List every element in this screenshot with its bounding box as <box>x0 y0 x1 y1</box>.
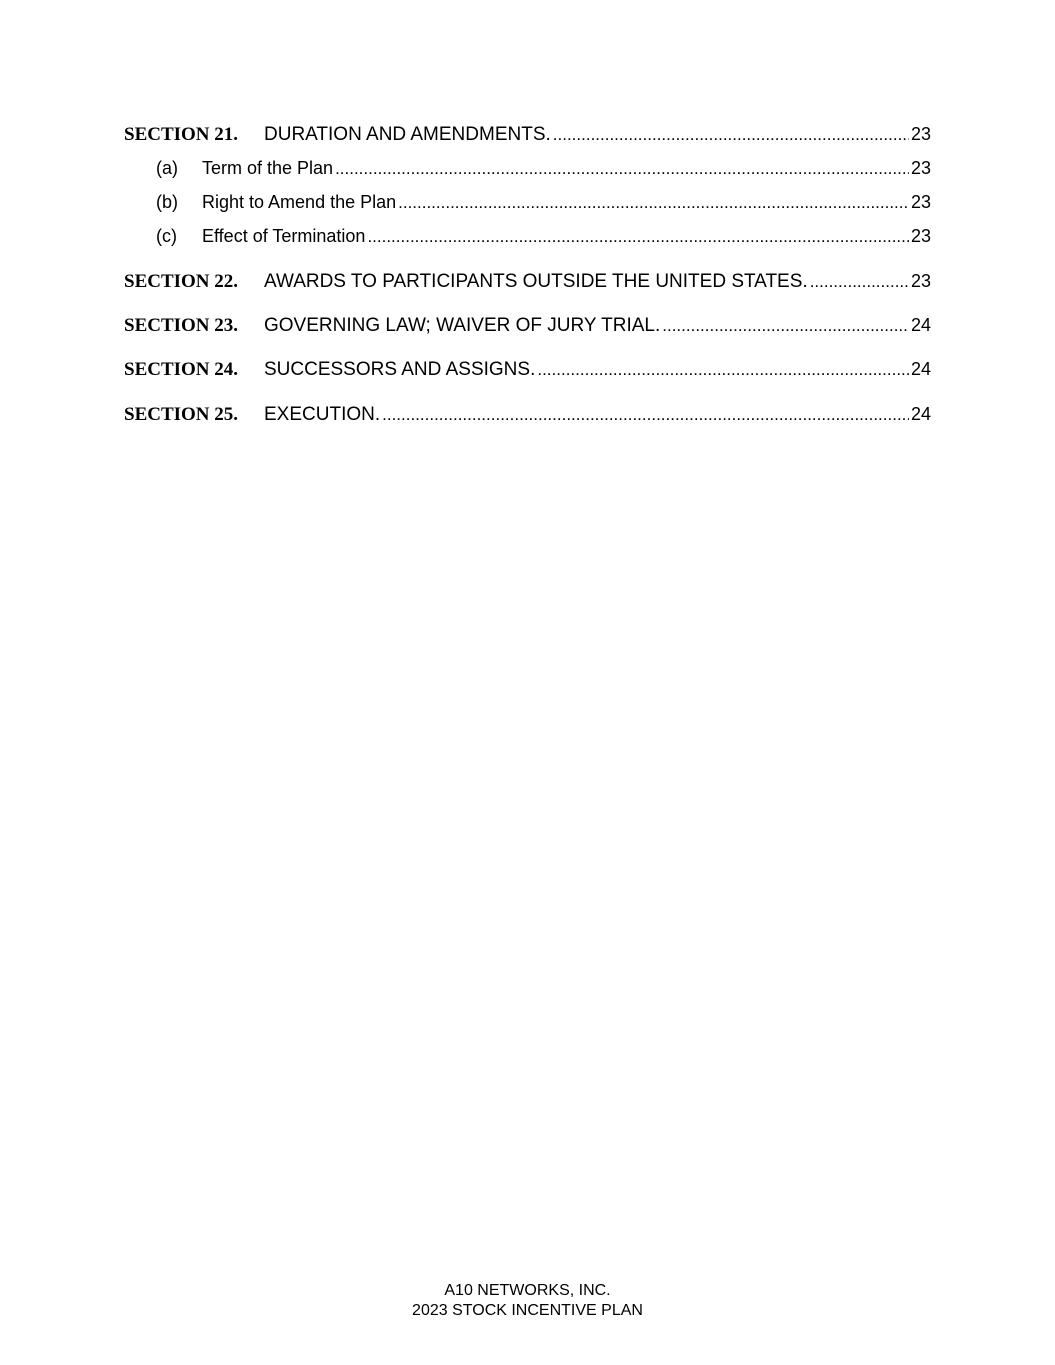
section-number: SECTION 23. <box>124 315 239 336</box>
subsection-title: Term of the Plan <box>202 158 334 178</box>
dot-leader <box>537 360 909 380</box>
page-number: 24 <box>910 315 931 335</box>
page-footer <box>0 1281 1055 1321</box>
page-number: 24 <box>910 404 931 424</box>
subsection-letter: (b) <box>156 192 178 212</box>
page-number: 23 <box>910 192 931 212</box>
page-number: 23 <box>910 226 931 246</box>
page-number: 23 <box>910 271 931 291</box>
dot-leader <box>553 125 909 145</box>
dot-leader <box>382 405 909 425</box>
dot-leader <box>335 159 909 179</box>
subsection-title: Effect of Termination <box>202 226 366 246</box>
toc-entry-section-21[interactable] <box>124 124 931 150</box>
page-number: 24 <box>910 359 931 379</box>
page-number: 23 <box>910 124 931 144</box>
dot-leader <box>398 193 909 213</box>
dot-leader <box>662 316 909 336</box>
footer-company-name: A10 NETWORKS, INC. <box>444 1282 611 1299</box>
section-title: AWARDS TO PARTICIPANTS OUTSIDE THE UNITED STATES. <box>264 271 808 292</box>
section-number: SECTION 25. <box>124 404 239 425</box>
subsection-letter: (a) <box>156 158 178 178</box>
footer-plan-name: 2023 STOCK INCENTIVE PLAN <box>412 1302 643 1319</box>
toc-entry-section-23[interactable] <box>124 315 931 341</box>
section-number: SECTION 24. <box>124 359 239 380</box>
toc-entry-section-24[interactable] <box>124 359 931 385</box>
toc-subentry-21c[interactable] <box>124 226 931 252</box>
subsection-title: Right to Amend the Plan <box>202 192 397 212</box>
subsection-letter: (c) <box>156 226 177 246</box>
dot-leader <box>810 272 909 292</box>
toc-subentry-21b[interactable] <box>124 192 931 218</box>
page-number: 23 <box>910 158 931 178</box>
dot-leader <box>367 227 909 247</box>
section-title: GOVERNING LAW; WAIVER OF JURY TRIAL. <box>264 315 661 336</box>
toc-entry-section-22[interactable] <box>124 271 931 297</box>
toc-subentry-21a[interactable] <box>124 158 931 184</box>
toc-entry-section-25[interactable] <box>124 404 931 430</box>
section-number: SECTION 22. <box>124 271 239 292</box>
section-title: EXECUTION. <box>264 404 381 425</box>
section-number: SECTION 21. <box>124 124 239 145</box>
section-title: DURATION AND AMENDMENTS. <box>264 124 551 145</box>
section-title: SUCCESSORS AND ASSIGNS. <box>264 359 536 380</box>
